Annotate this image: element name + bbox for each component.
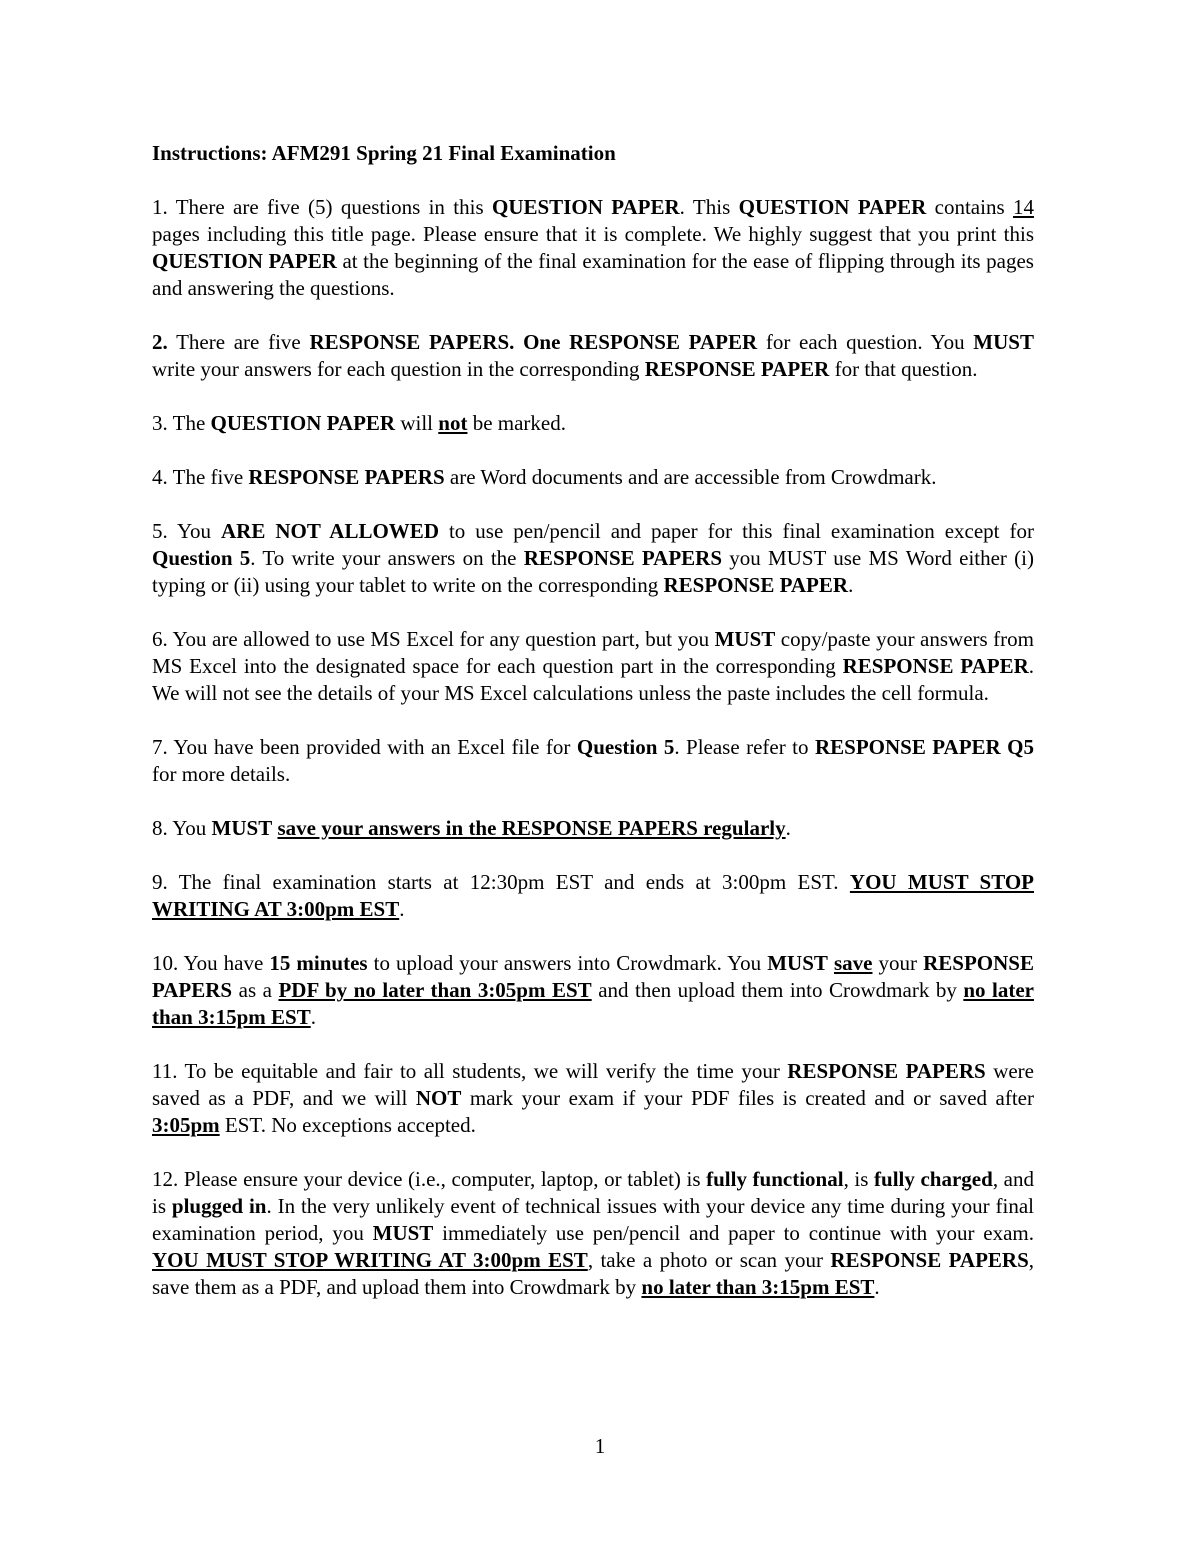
instruction-text-run: mark your exam if your PDF files is created and or saved after: [461, 1086, 1034, 1110]
instruction-text-run: PDF by no later than 3:05pm EST: [278, 978, 592, 1002]
instruction-text-run: QUESTION PAPER: [738, 195, 927, 219]
instruction-item-2: [152, 329, 1034, 383]
instruction-text-run: 6. You are allowed to use MS Excel for any question part, but you: [152, 627, 715, 651]
instruction-text-run: .: [399, 897, 405, 921]
instruction-text-run: 5. You: [152, 519, 222, 543]
instruction-text-run: your: [872, 951, 924, 975]
instruction-item-4: [152, 464, 1034, 491]
instruction-item-7: [152, 734, 1034, 788]
instruction-text-run: pages including this title page. Please ensure that it is complete. We highly suggest that you print this: [152, 222, 1034, 246]
instruction-text-run: save your answers in the RESPONSE PAPERS regularly: [277, 816, 786, 840]
instruction-text-run: were saved as a PDF, and we will: [152, 1059, 1034, 1110]
instruction-text-run: EST. No exceptions accepted.: [219, 1113, 476, 1137]
instruction-text-run: for more details.: [152, 762, 291, 786]
instruction-text-run: RESPONSE PAPER: [644, 357, 830, 381]
instruction-text-run: 7. You have been provided with an Excel file for: [152, 735, 577, 759]
instruction-text-run: no later than 3:15pm EST: [641, 1275, 875, 1299]
instruction-text-run: 3. The: [152, 411, 211, 435]
instruction-text-run: write your answers for each question in the corresponding: [152, 357, 645, 381]
instruction-text-run: Question 5: [152, 546, 251, 570]
instruction-item-9: [152, 869, 1034, 923]
instruction-text-run: 1. There are five (5) questions in this: [152, 195, 492, 219]
instruction-text-run: 15 minutes: [269, 951, 368, 975]
instruction-text-run: RESPONSE PAPERS. One RESPONSE PAPER: [309, 330, 758, 354]
instruction-text-run: .: [310, 1005, 316, 1029]
instruction-text-run: MUST: [372, 1221, 434, 1245]
instruction-text-run: QUESTION PAPER: [210, 411, 396, 435]
instruction-text-run: QUESTION PAPER: [492, 195, 680, 219]
instruction-text-run: save: [833, 951, 873, 975]
instruction-text-run: 10. You have: [152, 951, 270, 975]
instruction-text-run: you MUST use MS Word either (i) typing or (ii) using your tablet to write on the corresponding: [152, 546, 1035, 597]
instruction-text-run: copy/paste your answers from MS Excel into the designated space for each question part in the corresponding: [152, 627, 1034, 678]
instruction-text-run: immediately use pen/pencil and paper to continue with your exam.: [433, 1221, 1034, 1245]
instruction-text-run: to upload your answers into Crowdmark. You: [367, 951, 768, 975]
instruction-text-run: no later than 3:15pm EST: [152, 978, 1034, 1029]
instruction-text-run: as a: [232, 978, 279, 1002]
instruction-text-run: be marked.: [467, 411, 566, 435]
instruction-text-run: fully charged: [874, 1167, 993, 1191]
instruction-text-run: 2.: [152, 330, 168, 354]
instruction-text-run: Question 5: [576, 735, 675, 759]
instruction-text-run: fully functional: [706, 1167, 844, 1191]
instruction-text-run: . In the very unlikely event of technical issues with your device any time during your final examination period, you: [152, 1194, 1034, 1245]
instruction-text-run: MUST: [714, 627, 776, 651]
instruction-text-run: , save them as a PDF, and upload them into Crowdmark by: [152, 1248, 1035, 1299]
instruction-text-run: for each question. You: [757, 330, 974, 354]
instruction-text-run: 8. You: [152, 816, 212, 840]
instruction-text-run: contains: [926, 195, 1013, 219]
instruction-list: [152, 194, 1034, 1301]
instruction-text-run: . Please refer to: [674, 735, 815, 759]
instruction-text-run: MUST: [973, 330, 1034, 354]
instruction-text-run: . We will not see the details of your MS Excel calculations unless the paste includes the cell formula.: [152, 654, 1034, 705]
instruction-item-3: [152, 410, 1034, 437]
instruction-item-5: [152, 518, 1034, 599]
instruction-text-run: 14: [1013, 195, 1034, 219]
instruction-text-run: , take a photo or scan your: [587, 1248, 831, 1272]
instruction-text-run: ARE NOT ALLOWED: [221, 519, 439, 543]
instruction-text-run: 3:05pm: [152, 1113, 220, 1137]
instruction-text-run: . This: [679, 195, 739, 219]
instruction-text-run: .: [848, 573, 854, 597]
instruction-text-run: not: [438, 411, 468, 435]
page-title: Instructions: AFM291 Spring 21 Final Examination: [152, 141, 616, 165]
instruction-text-run: 11. To be equitable and fair to all students, we will verify the time your: [152, 1059, 788, 1083]
instruction-text-run: RESPONSE PAPER: [842, 654, 1029, 678]
instruction-text-run: 4. The five: [152, 465, 249, 489]
instruction-text-run: YOU MUST STOP WRITING AT 3:00pm EST: [152, 1248, 588, 1272]
instruction-item-8: [152, 815, 1034, 842]
instruction-text-run: RESPONSE PAPER: [663, 573, 849, 597]
instruction-text-run: at the beginning of the final examination for the ease of flipping through its pages and answering the questions.: [152, 249, 1034, 300]
instruction-text-run: plugged in: [171, 1194, 267, 1218]
instruction-text-run: YOU MUST STOP WRITING AT 3:00pm EST: [152, 870, 1034, 921]
instruction-item-1: [152, 194, 1034, 302]
instruction-text-run: are Word documents and are accessible from Crowdmark.: [444, 465, 937, 489]
instruction-text-run: and then upload them into Crowdmark by: [591, 978, 964, 1002]
instruction-text-run: MUST: [211, 816, 273, 840]
instruction-text-run: MUST: [767, 951, 828, 975]
instruction-text-run: RESPONSE PAPERS: [523, 546, 723, 570]
instruction-text-run: .: [874, 1275, 880, 1299]
instruction-text-run: will: [395, 411, 439, 435]
instruction-text-run: RESPONSE PAPERS: [830, 1248, 1029, 1272]
instruction-item-6: [152, 626, 1034, 707]
instruction-text-run: for that question.: [829, 357, 978, 381]
instruction-text-run: , is: [843, 1167, 875, 1191]
instruction-text-run: There are five: [167, 330, 310, 354]
instruction-item-11: [152, 1058, 1034, 1139]
instruction-text-run: QUESTION PAPER: [152, 249, 337, 273]
instruction-text-run: to use pen/pencil and paper for this final examination except for: [438, 519, 1034, 543]
page-number: 1: [594, 1434, 606, 1458]
instruction-item-12: [152, 1166, 1034, 1301]
instruction-text-run: RESPONSE PAPER Q5: [814, 735, 1034, 759]
instruction-text-run: RESPONSE PAPERS: [787, 1059, 986, 1083]
instruction-text-run: , and is: [152, 1167, 1034, 1218]
instruction-text-run: . To write your answers on the: [250, 546, 524, 570]
instruction-text-run: RESPONSE PAPERS: [248, 465, 445, 489]
instruction-item-10: [152, 950, 1034, 1031]
instruction-text-run: 9. The final examination starts at 12:30pm EST and ends at 3:00pm EST.: [152, 870, 850, 894]
instruction-text-run: 12. Please ensure your device (i.e., computer, laptop, or tablet) is: [152, 1167, 707, 1191]
document-page: [152, 140, 1034, 1328]
instruction-text-run: RESPONSE PAPERS: [152, 951, 1034, 1002]
instruction-text-run: NOT: [415, 1086, 462, 1110]
instruction-text-run: .: [785, 816, 791, 840]
